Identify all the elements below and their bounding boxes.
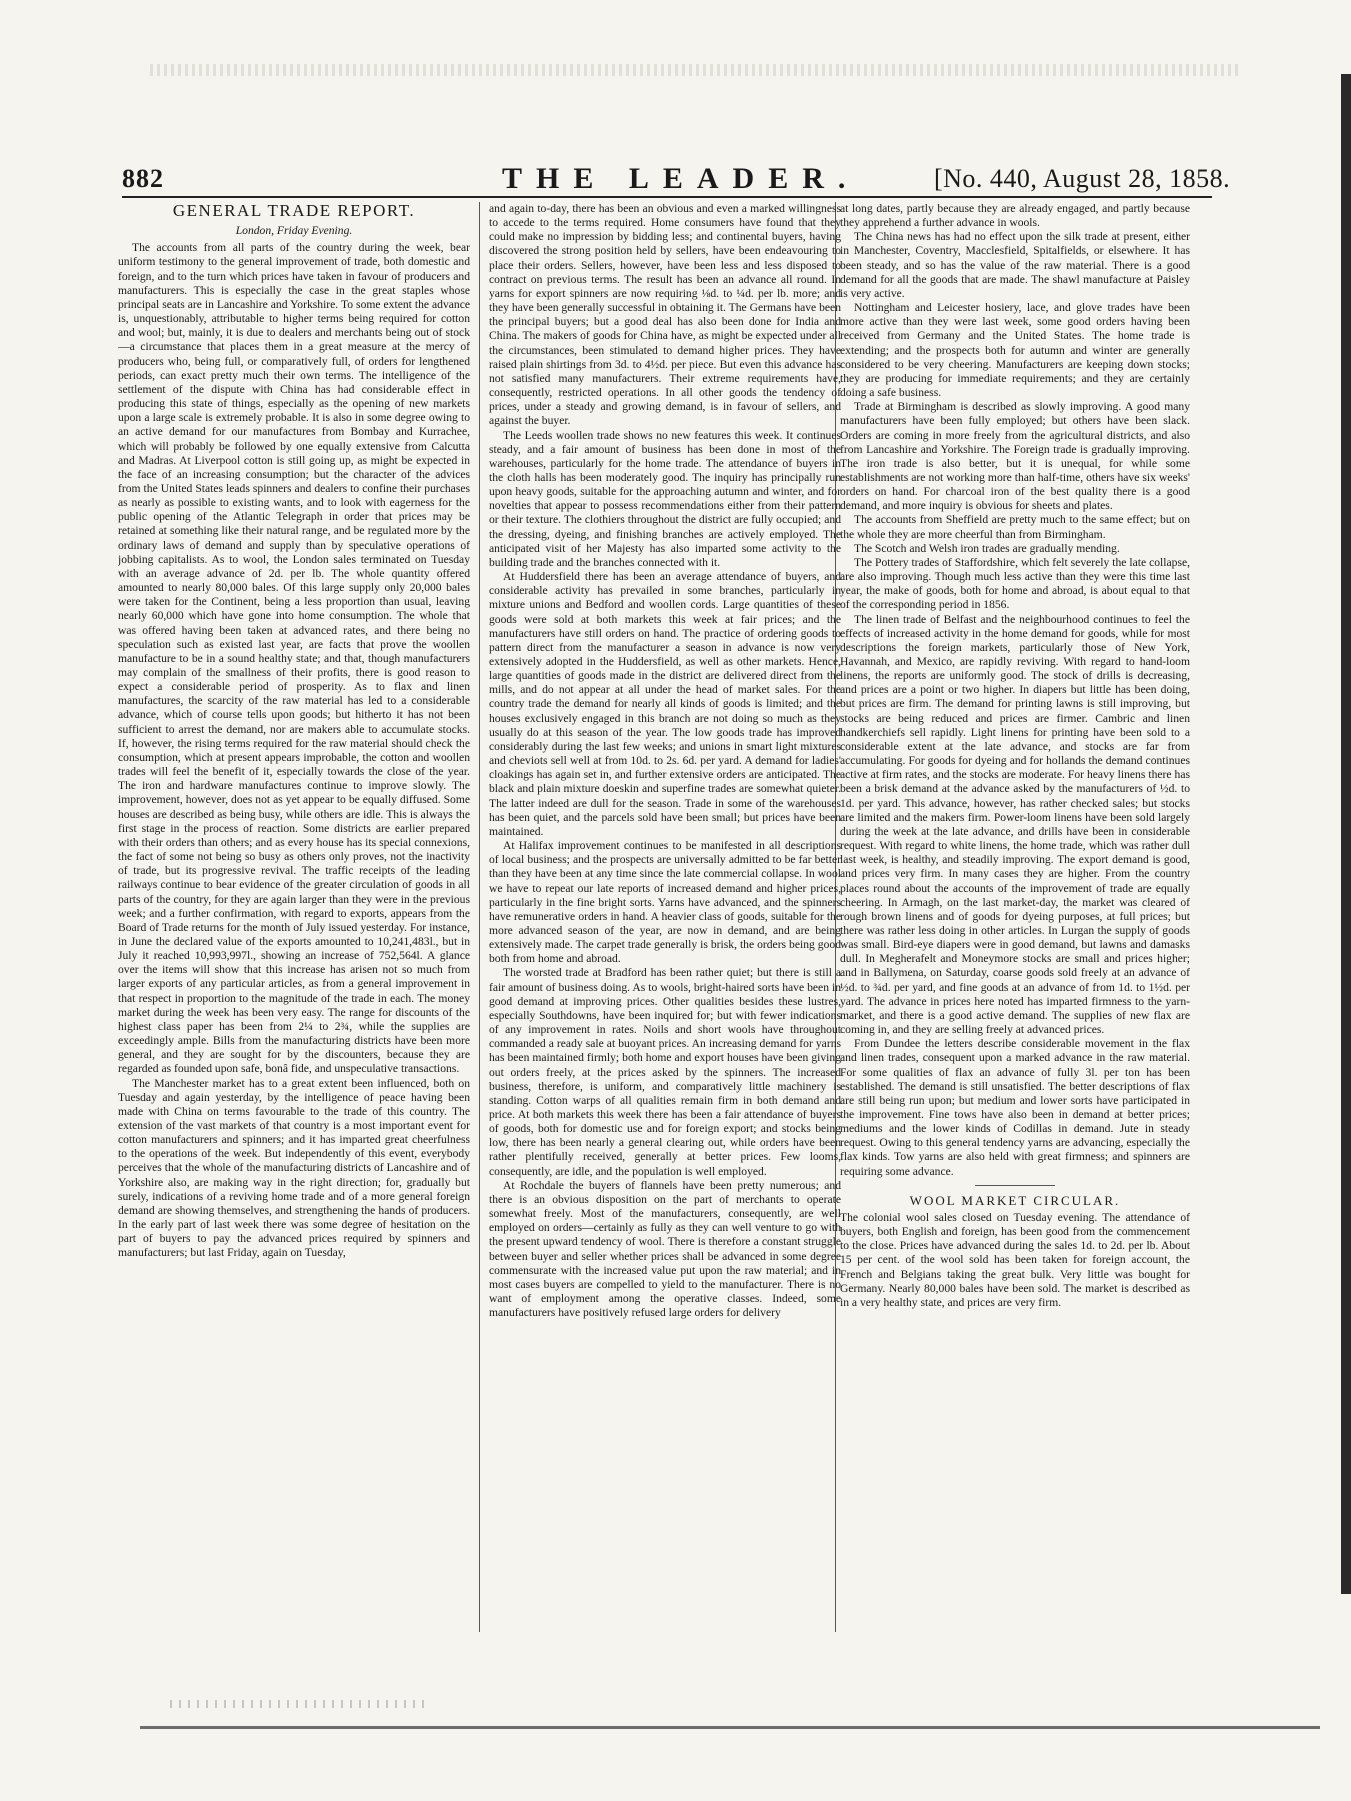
paragraph: The colonial wool sales closed on Tuesday evening. The attendance of buyers, both English and foreign, has been good from the commencement to the close. Prices have advanced during the sales 1d. to 2d. per lb. About 15 per cent. of the wool sold has been taken for foreign account, the French and Belgians taking the great bulk. Very little was bought for Germany. Nearly 80,000 bales have been sold. The market is described as in a very healthy state, and prices are very firm. (840, 1210, 1190, 1309)
column-2 (489, 202, 841, 1642)
paragraph: From Dundee the letters describe considerable movement in the flax and linen trades, consequent upon a marked advance in the raw material. For some qualities of flax an advance of fully 3l. per ton has been established. The demand is still unsatisfied. The better descriptions of flax are still being run upon; but medium and lower sorts have participated in the improvement. Fine tows have also been in demand at better prices; mediums and the lower kinds of Codillas in demand. Jute in steady request. Owing to this general tendency yarns are advancing, especially the flax kinds. Tow yarns are also held with great firmness; and spinners are requiring some advance. (840, 1037, 1190, 1178)
page-edge-shadow (1341, 74, 1351, 1594)
paragraph: At Huddersfield there has been an average attendance of buyers, and considerable activity has prevailed in some branches, particularly in mixture unions and Bedford and woollen cords. Large quantities of these goods were sold at both markets this week at fair prices; and the manufacturers have still orders on hand. The practice of ordering goods to pattern direct from the manufacturer a season in advance is now very extensively adopted in the Huddersfield, as well as other markets. Hence, large quantities of goods made in the district are delivered direct from the mills, and do not appear at all under the head of market sales. For the country trade the demand for nearly all kinds of goods is limited; and the houses exclusively engaged in this branch are not doing so much as they usually do at this season of the year. The low goods trade has improved considerably during the last few weeks; and unions in smart light mixtures and cheviots sell well at from 10d. to 2s. 6d. per yard. A demand for ladies' cloakings has again set in, and further extensive orders are anticipated. The black and plain mixture doeskin and superfine trades are somewhat quieter. The latter indeed are dull for the season. Trade in some of the warehouses has been quiet, and the parcels sold have been small; but prices have been maintained. (489, 570, 841, 838)
paragraph: Nottingham and Leicester hosiery, lace, and glove trades have been more active than they were last week, some good orders having been received from Germany and the United States. The home trade is extending; and the prospects both for autumn and winter are generally considered to be very cheering. Manufacturers are keeping down stocks; they are producing for immediate requirements; and they are certainly doing a safe business. (840, 301, 1190, 400)
wool-circular-heading: WOOL MARKET CIRCULAR. (909, 1192, 1121, 1208)
section-divider (975, 1185, 1055, 1186)
paragraph: Trade at Birmingham is described as slowly improving. A good many manufacturers have been fully employed; but others have been slack. Orders are coming in more freely from the agricultural districts, and also from Lancashire and Yorkshire. The Foreign trade is gradually improving. The iron trade is also better, but it is unequal, for while some establishments are not working more than half-time, others have six weeks' orders on hand. For charcoal iron of the best quality there is a good demand, and more inquiry is obvious for sheets and plates. (840, 400, 1190, 513)
print-smudge-bottom (170, 1700, 430, 1708)
paragraph: The linen trade of Belfast and the neighbourhood continues to feel the effects of increased activity in the home demand for goods, while for most descriptions the foreign markets, particularly those of New York, Havannah, and Mexico, are rapidly reviving. With regard to hand-loom linens, the reports are uniformly good. The stock of drills is decreasing, and prices are a point or two higher. In diapers but little has been doing, but prices are firm. The demand for printing lawns is still improving, but stocks are being reduced and prices are firmer. Cambric and linen handkerchiefs sell rapidly. Light linens for printing have been sold to a considerable extent at the late advance, and stocks are far from accumulating. For goods for dyeing and for hollands the demand continues active at firm rates, and the stocks are moderate. For heavy linens there has been a brisk demand at the advance asked by the manufacturers of ½d. to 1d. per yard. This advance, however, has rather checked sales; but stocks are limited and the makers firm. Power-loom linens have been sold largely during the week at the late advance, and drills have been in considerable request. With regard to white linens, the home trade, which was rather dull last week, is healthy, and steadily improving. The export demand is good, and prices very firm. In many cases they are higher. From the country places round about the accounts of the improvement of trade are equally cheering. In Armagh, on the last market-day, the market was cleared of rough brown linens and of goods for dyeing purposes, at full prices; but there was rather less doing in other articles. In Lurgan the supply of goods was small. Bird-eye diapers were in good demand, but lawns and damasks dull. In Megherafelt and Moneymore stocks are small and prices higher; and in Ballymena, on Saturday, coarse goods sold freely at an advance of ½d. to ¾d. per yard, and fine goods at an advance of from 1d. to 1½d. per yard. The advance in prices here noted has imparted firmness to the yarn-market, and there is a good active demand. The supplies of new flax are coming in, and they are selling freely at advanced prices. (840, 612, 1190, 1037)
paragraph: The Pottery trades of Staffordshire, which felt severely the late collapse, are also improving. Though much less active than they were this time last year, the make of goods, both for home and abroad, is about equal to that of the corresponding period in 1856. (840, 555, 1190, 612)
paragraph: The Manchester market has to a great extent been influenced, both on Tuesday and again yesterday, by the intelligence of peace having been made with China on terms favourable to the trade of this country. The extension of the vast markets of that country is a most important event for cotton manufacturers and spinners; and it has imparted great cheerfulness to the operations of the week. But independently of this event, everybody perceives that the whole of the manufacturing districts of Lancashire and of Yorkshire also, are making way in the right direction; for, gradually but surely, indications of a reviving home trade and of a more general foreign demand are showing themselves, and strengthening the hands of producers. In the early part of last week there was some degree of hesitation on the part of buyers to pay the advanced prices required by spinners and manufacturers; but last Friday, again on Tuesday, (118, 1076, 470, 1260)
masthead (122, 160, 1231, 200)
paragraph: At Rochdale the buyers of flannels have been pretty numerous; and there is an obvious disposition on the part of merchants to operate somewhat freely. Most of the manufacturers, consequently, are well employed on orders—certainly as fully as they can well venture to go with the present upward tendency of wool. There is therefore a constant struggle between buyer and seller whether prices shall be advanced in some degree commensurate with the increased value put upon the raw material; and in most cases buyers are compelled to yield to the manufacturer. There is no want of employment among the operative classes. Indeed, some manufacturers have positively refused large orders for delivery (489, 1178, 841, 1320)
paragraph: The accounts from Sheffield are pretty much to the same effect; but on the whole they are more cheerful than from Birmingham. (840, 513, 1190, 541)
column-3 (840, 202, 1190, 1642)
masthead-rule (122, 196, 1212, 198)
page-number: 882 (122, 164, 164, 193)
paragraph: The Scotch and Welsh iron trades are gradually mending. (854, 541, 1120, 555)
print-smudge-top (150, 64, 1240, 76)
article-heading: GENERAL TRADE REPORT. (172, 202, 416, 220)
paragraph: The Leeds woollen trade shows no new features this week. It continues steady, and a fair amount of business has been done in most of the warehouses, particularly for the home trade. The attendance of buyers in the cloth halls has been moderately good. The inquiry has principally run upon heavy goods, suitable for the approaching autumn and winter, and for novelties that appear to possess recommendations either from their pattern or their texture. The clothiers throughout the district are fully occupied; and the dressing, dyeing, and finishing branches are actively employed. The anticipated visit of her Majesty has also imparted some activity to the building trade and the branches connected with it. (489, 428, 841, 569)
paragraph: The worsted trade at Bradford has been rather quiet; but there is still a fair amount of business doing. As to wools, bright-haired sorts have been in good demand at improving prices. Other qualities besides these lustres, especially Southdowns, have been inquired for; but with fewer indications of any improvement in rates. Noils and short wools have throughout commanded a ready sale at buoyant prices. An increasing demand for yarns has been maintained firmly; both home and export houses have been giving out orders freely, at the prices asked by the spinners. The increased business, therefore, is uniform, and comparatively little machinery is standing. Cotton warps of all qualities remain firm in both demand and price. At both markets this week there has been a fair attendance of buyers of goods, both for domestic use and for foreign export; and stocks being low, there has been nearly a general clearing out, while orders have been rather plentifully received, generally at better prices. Few looms, consequently, are idle, and the population is well employed. (489, 966, 841, 1178)
column-rule (479, 202, 480, 1632)
paragraph: The accounts from all parts of the country during the week, bear uniform testimony to the general improvement of trade, both domestic and foreign, and to the turn which prices have taken in favour of producers and manufacturers. This is especially the case in the great staples whose principal seats are in Lancashire and Yorkshire. To some extent the advance is, unquestionably, attributable to higher terms being required for cotton and wool; but, mainly, it is due to dealers and merchants being out of stock—a circumstance that places them in a great measure at the mercy of producers who, being full, or comparatively full, of orders for lengthened periods, can exact pretty much their own terms. The intelligence of the settlement of the dispute with China has had considerable effect in producing this state of things, especially as the opening of new markets upon a large scale is extremely probable. It is also in some degree owing to an active demand for our manufactures from Bombay and Kurrachee, which will probably be followed by one equally extensive from Calcutta and Madras. At Liverpool cotton is still going up, as might be expected in the face of an increasing consumption; but the character of the advices from the United States leads spinners and dealers to confine their purchases as nearly as possible to existing wants, and to look with eagerness for the public opening of the Atlantic Telegraph in order that prices may be retained at something like their natural range, and be regulated more by the ordinary laws of demand and supply than by speculative operations of jobbing capitalists. As to wool, the London sales terminated on Tuesday with an average advance of 2d. per lb. The whole quantity offered amounted to nearly 80,000 bales. Of this large supply only 20,000 bales were taken for the Continent, being a less proportion than usual, leaving nearly 60,000 which have gone into home consumption. The whole that was offered having been taken at advanced rates, and there being no speculation such as existed last year, are facts that prove the woollen manufacture to be in a sound healthy state; and that, though manufacturers may complain of the smallness of their profits, there is good reason to expect a considerable period of prosperity. As to flax and linen manufactures, the scarcity of the raw material has led to a considerable advance, which of course tells upon goods; but hitherto it has not been sufficient to arrest the demand, nor are makers able to accumulate stocks. If, however, the rising terms required for the raw material should check the consumption, which at present appears improbable, the cotton and woollen trades will feel the benefit of it, especially towards the close of the year. The iron and hardware manufactures continue to improve slowly. The improvement, however, does not as yet appear to be equally diffused. Some houses are described as being busy, while others are idle. This is always the first stage in the process of reaction. Some districts are earlier prepared with their orders than others; and as every house has its special connexions, the fact of some not being so busy as others only proves, not the inactivity of trade, but its progressive revival. The traffic receipts of the leading railways continue to bear evidence of the greater circulation of goods in all parts of the country, for they are again larger than they were in the previous week; and a further confirmation, with regard to exports, appears from the Board of Trade returns for the month of July issued yesterday. For instance, in June the declared value of the exports amounted to 10,241,483l., but in July it reached 10,993,997l., showing an increase of 752,564l. A glance over the items will show that this increase has arisen not so much from larger exports of any particular articles, as from a general improvement in that respect in proportion to the magnitude of the trade in each. The money market during the week has been very easy. The range for discounts of the highest class paper has been from 2¼ to 2¾, while the supplies are exceedingly ample. Bills from the manufacturing districts have been more general, and they are sought for by the discounters, because they are regarded as founded upon safe, bonâ fide, and unspeculative transactions. (118, 241, 470, 1076)
newspaper-title: THE LEADER. (502, 162, 860, 195)
issue-date: [No. 440, August 28, 1858. (934, 164, 1231, 193)
bottom-rule (140, 1726, 1320, 1729)
column-1 (118, 202, 470, 1642)
dateline: London, Friday Evening. (235, 224, 353, 238)
paragraph: at long dates, partly because they are already engaged, and partly because they apprehend a further advance in wools. (840, 202, 1190, 230)
paragraph: and again to-day, there has been an obvious and even a marked willingness to accede to the terms required. Home consumers have found that they could make no impression by bidding less; and continental buyers, having discovered the strong position held by sellers, have been endeavouring to place their orders. Sellers, however, have been less and less disposed to contract on previous terms. The result has been an advance all round. In yarns for export spinners are now requiring ⅛d. to ¼d. per lb. more; and they have been generally successful in obtaining it. The Germans have been the principal buyers; but a good deal has also been done for India and China. The makers of goods for China have, as might be expected under all the circumstances, been stimulated to demand higher prices. They have raised plain shirtings from 3d. to 4½d. per piece. But even this advance has not satisfied many manufacturers. Their extreme requirements have, consequently, restricted operations. In all other goods the tendency of prices, under a steady and growing demand, is in favour of sellers, and against the buyer. (489, 202, 841, 428)
paragraph: At Halifax improvement continues to be manifested in all descriptions of local business; and the prospects are universally admitted to be far better than they have been at any time since the late commercial collapse. In wool we have to repeat our late reports of increased demand and higher prices, particularly in the fine bright sorts. Yarns have advanced, and the spinners have remunerative orders in hand. A heavier class of goods, suitable for the more advanced season of the year, are now in demand, and are being extensively made. The carpet trade generally is brisk, the orders being good both from home and abroad. (489, 839, 841, 966)
paragraph: The China news has had no effect upon the silk trade at present, either in Manchester, Coventry, Macclesfield, Spitalfields, or elsewhere. It has been steady, and so has the value of the raw material. There is a good demand for all the goods that are made. The shawl manufacture at Paisley is very active. (840, 230, 1190, 300)
